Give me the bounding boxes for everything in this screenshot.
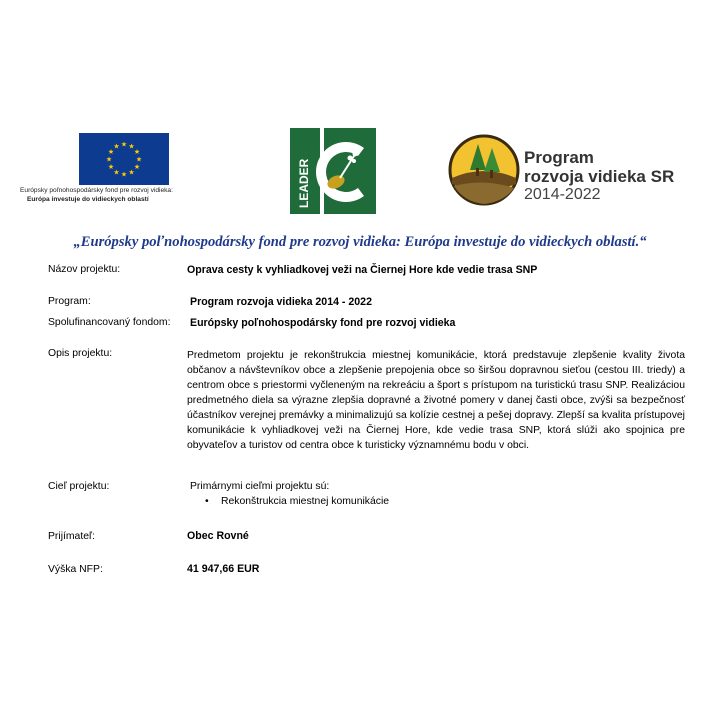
eu-star-icon: ★ — [113, 142, 120, 151]
fund-value: Európsky poľnohospodársky fond pre rozvoj vidieka — [190, 317, 456, 329]
program-label: Program: — [48, 296, 91, 307]
eu-star-icon: ★ — [113, 168, 120, 177]
goal-list — [205, 496, 389, 507]
list-item — [205, 496, 389, 507]
leader-text: LEADER — [297, 158, 311, 208]
project-name-label: Názov projektu: — [48, 264, 121, 275]
program-logo-title: Program — [524, 148, 594, 167]
amount-value: 41 947,66 EUR — [187, 563, 260, 575]
description-label: Opis projektu: — [48, 348, 113, 359]
eu-star-icon: ★ — [133, 148, 141, 156]
goal-item-text: Rekonštrukcia miestnej komunikácie — [221, 496, 390, 507]
eu-star-icon: ★ — [120, 140, 128, 149]
headline: „Európsky poľnohospodársky fond pre rozvoj vidieka: Európa investuje do vidieckych oblastí.“ — [73, 234, 647, 250]
eu-star-icon: ★ — [120, 170, 128, 179]
eu-star-icon: ★ — [107, 148, 115, 156]
eu-caption-line2: Európa investuje do vidieckych oblastí — [27, 196, 149, 203]
eu-star-icon: ★ — [128, 168, 135, 177]
eu-star-icon: ★ — [133, 163, 141, 171]
amount-label: Výška NFP: — [48, 564, 103, 575]
leader-logo — [288, 126, 378, 216]
eu-flag-icon — [79, 133, 169, 185]
goal-intro: Primárnymi cieľmi projektu sú: — [190, 481, 330, 492]
program-logo-subtitle: rozvoja vidieka SR — [524, 167, 675, 186]
eu-star-icon: ★ — [105, 155, 113, 164]
eu-star-icon: ★ — [107, 163, 115, 171]
eu-star-icon: ★ — [128, 142, 135, 151]
program-value: Program rozvoja vidieka 2014 - 2022 — [190, 296, 372, 308]
program-logo — [448, 134, 708, 206]
program-logo-years: 2014-2022 — [524, 186, 601, 203]
eu-caption-line1: Európsky poľnohospodársky fond pre rozvoj vidieka: — [20, 187, 173, 194]
project-name-value: Oprava cesty k vyhliadkovej veži na Čiernej Hore kde vedie trasa SNP — [187, 264, 538, 276]
recipient-label: Prijímateľ: — [48, 531, 95, 542]
program-emblem-icon — [448, 134, 520, 206]
fund-label: Spolufinancovaný fondom: — [48, 317, 171, 328]
eu-logo — [20, 133, 230, 213]
goal-label: Cieľ projektu: — [48, 481, 110, 492]
description-text: Predmetom projektu je rekonštrukcia miestnej komunikácie, ktorá predstavuje zlepšenie kvality života občanov a návštevníkov obce a zlepšenie prepojenia obce so širšou dopravnou sieťou (cestou III. triedy) a centrom obce s priestormi vyčleneným na rekreáciu a šport s prístupom na turistickú trasu SNP. Realizáciou predmetného diela sa výrazne zlepšia dopravné a životné pomery v danej časti obce, zvýši sa bezpečnosť účastníkov verejnej premávky a minimalizujú sa kolízie cestnej a pešej dopravy. Zlepší sa kvalita prístupovej komunikácie k vyhliadkovej veži na Čiernej Hore, kde vedie trasa SNP, ktorá slúži ako spojnica pre obyvateľov a turistov od centra obce k turisticky významnému bodu v obci. — [187, 350, 685, 451]
recipient-value: Obec Rovné — [187, 530, 249, 542]
bullet-icon: • — [205, 496, 209, 507]
eu-star-icon: ★ — [135, 155, 143, 164]
